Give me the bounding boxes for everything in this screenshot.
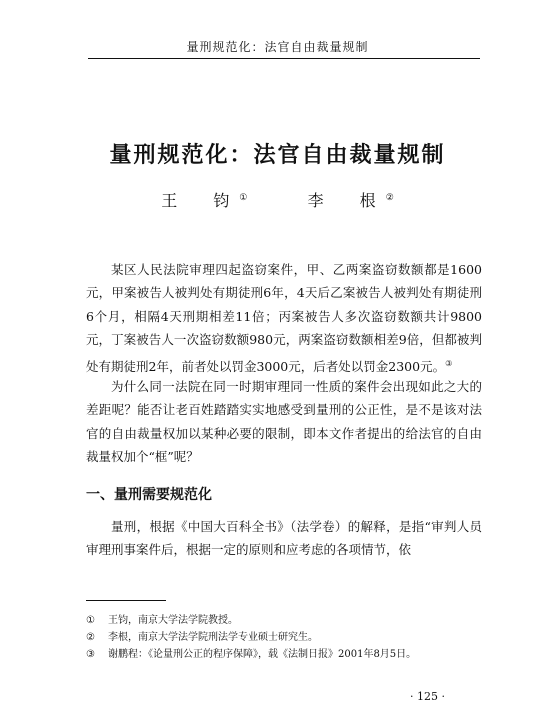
- footnote-text: 谢鹏程：《论量刑公正的程序保障》，载《法制日报》2001年8月5日。: [108, 649, 417, 660]
- footnotes: [86, 612, 482, 663]
- footnote-text: 李根，南京大学法学院刑法学专业硕士研究生。: [108, 632, 318, 643]
- author-footnote-mark: ②: [385, 193, 394, 203]
- author-name: 李 根: [307, 191, 386, 210]
- paragraph-2: [86, 375, 482, 469]
- article-title: 量刑规范化：法官自由裁量规制: [109, 142, 446, 168]
- author-footnote-mark: ①: [239, 193, 248, 203]
- paragraph-3: [86, 515, 482, 562]
- footnote-text: 王钧，南京大学法学院教授。: [108, 615, 238, 626]
- footnote-number: ①: [86, 615, 95, 626]
- author-line: [0, 188, 555, 211]
- paragraph-1: [86, 258, 482, 378]
- section-heading: 一、量刑需要规范化: [86, 487, 212, 503]
- footnote-ref: ③: [445, 358, 453, 368]
- footnote-item: [86, 646, 482, 663]
- page-number: · 125 ·: [410, 690, 445, 703]
- paragraph-text: 量刑，根据《中国大百科全书》（法学卷）的解释，是指“审判人员审理刑事案件后，根据一定的原则和应考虑的各项情节，依: [86, 519, 482, 558]
- author-name: 王 钧: [161, 191, 240, 210]
- footnote-item: [86, 629, 482, 646]
- footnote-number: ③: [86, 649, 95, 660]
- paragraph-text: 为什么同一法院在同一时期审理同一性质的案件会出现如此之大的差距呢？能否让老百姓踏踏实实地感受到量刑的公正性，是不是该对法官的自由裁量权加以某种必要的限制，即本文作者提出的给法官的自由裁量权加个“框”呢？: [86, 379, 482, 465]
- header-rule: [88, 58, 480, 59]
- paragraph-text: 某区人民法院审理四起盗窃案件，甲、乙两案盗窃数额都是1600元，甲案被告人被判处有期徒刑6年，4天后乙案被告人被判处有期徒刑6个月，相隔4天刑期相差11倍；丙案被告人多次盗窃数额共计9800元，丁案被告人一次盗窃数额980元，两案盗窃数额相差9倍，但都被判处有期徒刑2年，前者处以罚金3000元，后者处以罚金2300元。: [86, 262, 482, 374]
- footnote-rule: [86, 600, 166, 601]
- footnote-number: ②: [86, 632, 95, 643]
- running-head: 量刑规范化：法官自由裁量规制: [186, 40, 369, 54]
- footnote-item: [86, 612, 482, 629]
